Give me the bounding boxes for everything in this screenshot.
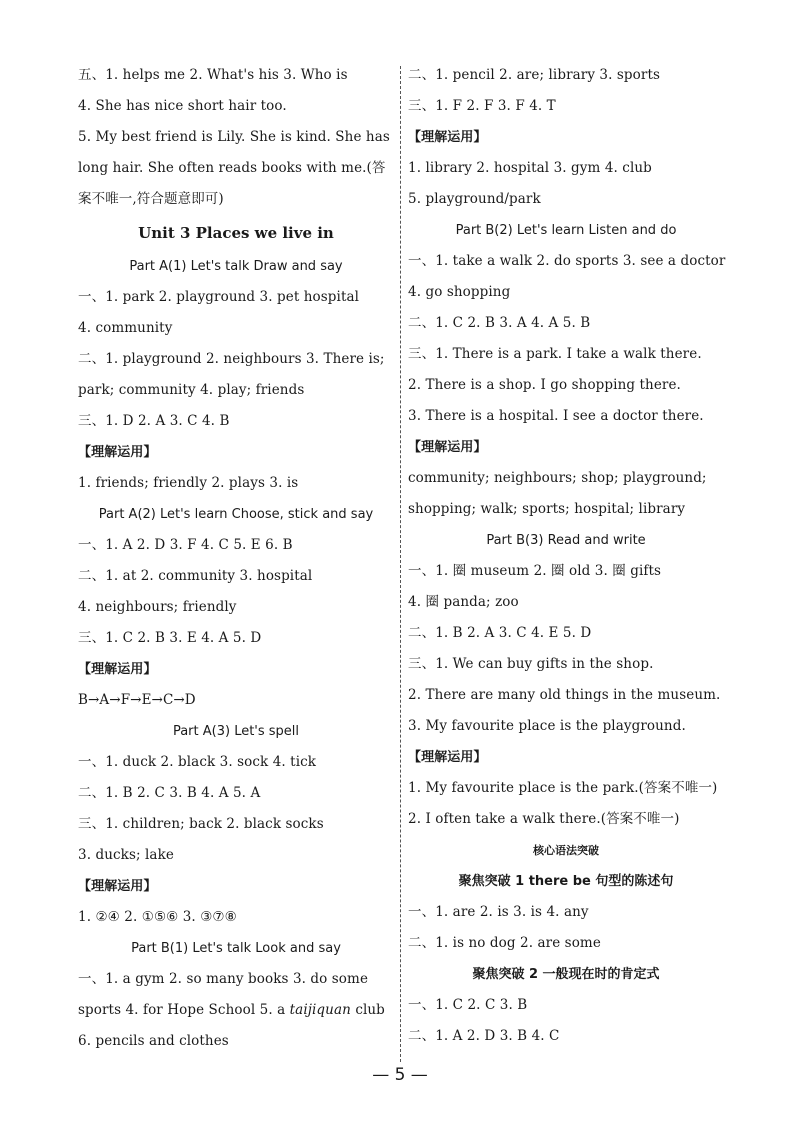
answer-line: 4. neighbours; friendly — [78, 599, 237, 615]
section-heading: Part B(1) Let's talk Look and say — [131, 941, 341, 956]
answer-line: 2. There is a shop. I go shopping there. — [408, 377, 681, 393]
answer-line: 1. library 2. hospital 3. gym 4. club — [408, 160, 652, 176]
answer-line: 二、1. at 2. community 3. hospital — [78, 568, 313, 584]
answer-line: long hair. She often reads books with me.(答 — [78, 160, 386, 176]
answer-line: 3. My favourite place is the playground. — [408, 718, 686, 734]
answer-line: 二、1. B 2. C 3. B 4. A 5. A — [78, 785, 261, 801]
answer-line: 三、1. We can buy gifts in the shop. — [408, 656, 654, 672]
answer-line: park; community 4. play; friends — [78, 382, 305, 398]
focus-heading: 聚焦突破 2 一般现在时的肯定式 — [472, 967, 660, 982]
answer-line: 二、1. C 2. B 3. A 4. A 5. B — [408, 315, 591, 331]
answer-line: 案不唯一,符合题意即可) — [78, 191, 224, 207]
answer-line: 一、1. a gym 2. so many books 3. do some — [78, 971, 369, 987]
grammar-section-title: 核心语法突破 — [533, 844, 599, 857]
section-heading: Part B(2) Let's learn Listen and do — [455, 223, 677, 238]
column-divider — [400, 66, 401, 1062]
answer-line — [78, 995, 394, 1026]
answer-line: shopping; walk; sports; hospital; library — [408, 501, 686, 517]
understand-heading: 【理解运用】 — [78, 445, 157, 460]
answer-line: 1. My favourite place is the park.(答案不唯一) — [408, 780, 718, 796]
answer-line: 4. community — [78, 320, 173, 336]
answer-line: 4. She has nice short hair too. — [78, 98, 287, 114]
understand-heading: 【理解运用】 — [408, 440, 487, 455]
answer-line: 三、1. D 2. A 3. C 4. B — [78, 413, 230, 429]
understand-heading: 【理解运用】 — [408, 130, 487, 145]
answer-line: 6. pencils and clothes — [78, 1033, 229, 1049]
answer-line: 1. ②④ 2. ①⑤⑥ 3. ③⑦⑧ — [78, 909, 237, 925]
answer-line: 4. go shopping — [408, 284, 511, 300]
answer-line: 一、1. park 2. playground 3. pet hospital — [78, 289, 360, 305]
right-column — [408, 60, 724, 1052]
answer-line: 三、1. F 2. F 3. F 4. T — [408, 98, 556, 114]
answer-line: 一、1. 圈 museum 2. 圈 old 3. 圈 gifts — [408, 563, 662, 579]
answer-line: 二、1. A 2. D 3. B 4. C — [408, 1028, 560, 1044]
left-column — [78, 60, 394, 1057]
answer-text: club — [350, 1002, 385, 1018]
unit-title: Unit 3 Places we live in — [138, 224, 334, 242]
answer-line: 1. friends; friendly 2. plays 3. is — [78, 475, 299, 491]
answer-line: 2. I often take a walk there.(答案不唯一) — [408, 811, 680, 827]
answer-line: 二、1. is no dog 2. are some — [408, 935, 601, 951]
understand-heading: 【理解运用】 — [408, 750, 487, 765]
answer-line: 三、1. There is a park. I take a walk there. — [408, 346, 702, 362]
answer-line: 五、1. helps me 2. What's his 3. Who is — [78, 67, 348, 83]
section-heading: Part B(3) Read and write — [486, 533, 646, 548]
answer-line: 5. My best friend is Lily. She is kind. She has — [78, 129, 390, 145]
understand-heading: 【理解运用】 — [78, 879, 157, 894]
section-heading: Part A(3) Let's spell — [172, 724, 300, 739]
answer-line: 二、1. pencil 2. are; library 3. sports — [408, 67, 661, 83]
answer-line: 4. 圈 panda; zoo — [408, 594, 519, 610]
understand-heading: 【理解运用】 — [78, 662, 157, 677]
focus-heading: 聚焦突破 1 there be 句型的陈述句 — [458, 874, 674, 889]
answer-line: 5. playground/park — [408, 191, 541, 207]
answer-line: 一、1. C 2. C 3. B — [408, 997, 528, 1013]
answer-line: 二、1. playground 2. neighbours 3. There is; — [78, 351, 385, 367]
answer-line: 3. There is a hospital. I see a doctor there. — [408, 408, 704, 424]
section-heading: Part A(1) Let's talk Draw and say — [129, 259, 343, 274]
answer-text: sports 4. for Hope School 5. a — [78, 1002, 290, 1018]
italic-term: taijiquan — [289, 1002, 351, 1018]
answer-line: 三、1. children; back 2. black socks — [78, 816, 324, 832]
answer-line: 一、1. duck 2. black 3. sock 4. tick — [78, 754, 317, 770]
answer-line: B→A→F→E→C→D — [78, 692, 196, 708]
section-heading: Part A(2) Let's learn Choose, stick and say — [98, 507, 374, 522]
page-number: — 5 — — [372, 1065, 428, 1085]
answer-line: 一、1. A 2. D 3. F 4. C 5. E 6. B — [78, 537, 293, 553]
answer-line: community; neighbours; shop; playground; — [408, 470, 707, 486]
answer-line: 3. ducks; lake — [78, 847, 174, 863]
answer-line: 一、1. take a walk 2. do sports 3. see a doctor — [408, 253, 726, 269]
answer-line: 2. There are many old things in the museum. — [408, 687, 721, 703]
answer-line: 三、1. C 2. B 3. E 4. A 5. D — [78, 630, 262, 646]
answer-line: 一、1. are 2. is 3. is 4. any — [408, 904, 589, 920]
answer-line: 二、1. B 2. A 3. C 4. E 5. D — [408, 625, 592, 641]
